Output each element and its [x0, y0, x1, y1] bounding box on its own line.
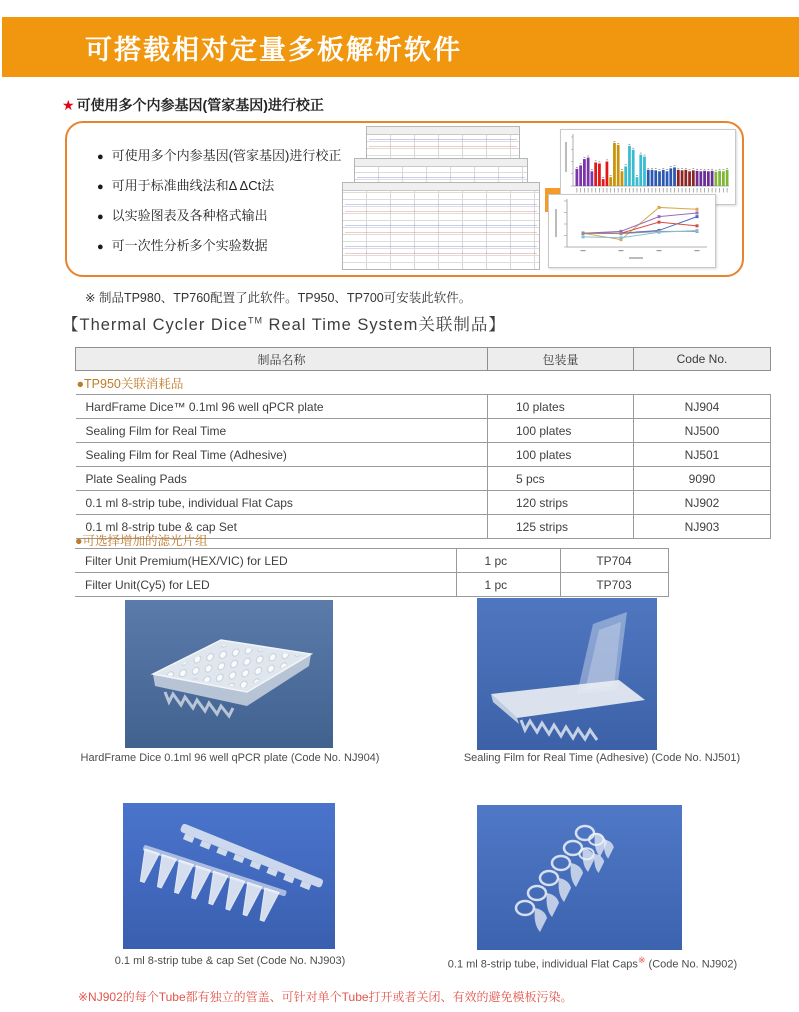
- cell-name: Filter Unit(Cy5) for LED: [75, 573, 456, 597]
- col-header-code: Code No.: [634, 348, 771, 371]
- table-row: [76, 467, 771, 491]
- col-header-qty: 包装量: [488, 348, 634, 371]
- cell-name: 0.1 ml 8-strip tube & cap Set: [76, 515, 488, 539]
- table-row: [76, 443, 771, 467]
- cell-qty: 120 strips: [488, 491, 634, 515]
- cell-qty: 1 pc: [456, 549, 560, 573]
- cell-qty: 100 plates: [488, 419, 634, 443]
- cell-name: Filter Unit Premium(HEX/VIC) for LED: [75, 549, 456, 573]
- table-row: [76, 491, 771, 515]
- bar-chart: [561, 130, 735, 204]
- tm-superscript: TM: [247, 315, 263, 326]
- feature-heading-text: 可使用多个内参基因(管家基因)进行校正: [76, 97, 324, 113]
- cell-code: NJ501: [634, 443, 771, 467]
- section-title: 【Thermal Cycler Dice™ Real Time System关联制品】: [62, 315, 506, 334]
- strip-tubes-illustration: [123, 803, 335, 949]
- cell-code: TP704: [560, 549, 668, 573]
- feature-bullet-2: ● 可用于标准曲线法和Δ ΔCt法: [97, 175, 274, 194]
- flat-cap-tubes-illustration: [477, 805, 682, 950]
- group1-label: ●TP950关联消耗品: [76, 371, 771, 395]
- cell-name: Sealing Film for Real Time (Adhesive): [76, 443, 488, 467]
- group-label-row: [76, 371, 771, 395]
- table-row: [75, 549, 668, 573]
- cell-qty: 125 strips: [488, 515, 634, 539]
- red-reference-mark: ※: [637, 955, 646, 965]
- table-row: [76, 395, 771, 419]
- photo-caption: Sealing Film for Real Time (Adhesive) (Code No. NJ501): [463, 752, 741, 764]
- star-icon: ★: [62, 97, 75, 113]
- cell-qty: 5 pcs: [488, 467, 634, 491]
- photo-hardframe-plate: [125, 600, 333, 748]
- cell-qty: 1 pc: [456, 573, 560, 597]
- line-chart-panel: [548, 194, 716, 268]
- table-header-row: [76, 348, 771, 371]
- page-title: 可搭载相对定量多板解析软件: [85, 34, 462, 65]
- col-header-name: 制品名称: [76, 348, 488, 371]
- photo-sealing-film: [477, 598, 657, 750]
- table-row: [76, 419, 771, 443]
- feature-bullet-3: ● 以实验图表及各种格式输出: [97, 205, 268, 224]
- cell-name: 0.1 ml 8-strip tube, individual Flat Caps: [76, 491, 488, 515]
- consumables-table: [75, 347, 771, 539]
- cell-code: NJ904: [634, 395, 771, 419]
- group2-label: ●可选择增加的滤光片组: [75, 534, 208, 548]
- cell-code: NJ500: [634, 419, 771, 443]
- cell-name: HardFrame Dice™ 0.1ml 96 well qPCR plate: [76, 395, 488, 419]
- photo-caption: 0.1 ml 8-strip tube, individual Flat Caps※ (Code No. NJ902): [447, 955, 738, 971]
- software-note: ※ 制品TP980、TP760配置了此软件。TP950、TP700可安装此软件。: [85, 291, 472, 305]
- footnote: ※NJ902的每个Tube都有独立的管盖、可针对单个Tube打开或者关闭、有效的避免模板污染。: [78, 990, 573, 1004]
- cell-qty: 100 plates: [488, 443, 634, 467]
- filter-units-table: [75, 548, 669, 597]
- cell-name: Sealing Film for Real Time: [76, 419, 488, 443]
- cell-name: Plate Sealing Pads: [76, 467, 488, 491]
- cell-code: TP703: [560, 573, 668, 597]
- photo-caption: 0.1 ml 8-strip tube & cap Set (Code No. NJ903): [114, 955, 346, 967]
- photo-caption: HardFrame Dice 0.1ml 96 well qPCR plate (Code No. NJ904): [80, 752, 380, 764]
- plate-96well-illustration: [125, 600, 333, 748]
- line-chart: [549, 195, 715, 267]
- feature-bullet-4: ● 可一次性分析多个实验数据: [97, 235, 268, 254]
- cell-code: 9090: [634, 467, 771, 491]
- photo-strip-tube-flat-caps: [477, 805, 682, 950]
- table-row: [75, 573, 668, 597]
- feature-bullet-1: ● 可使用多个内参基因(管家基因)进行校正: [97, 145, 341, 164]
- page-header-bar: [2, 17, 799, 77]
- cell-code: NJ902: [634, 491, 771, 515]
- sealing-film-illustration: [477, 598, 657, 750]
- photo-strip-tube-cap-set: [123, 803, 335, 949]
- cell-code: NJ903: [634, 515, 771, 539]
- feature-heading: [62, 95, 324, 115]
- cell-qty: 10 plates: [488, 395, 634, 419]
- spreadsheet-thumbnail-front: [342, 182, 540, 270]
